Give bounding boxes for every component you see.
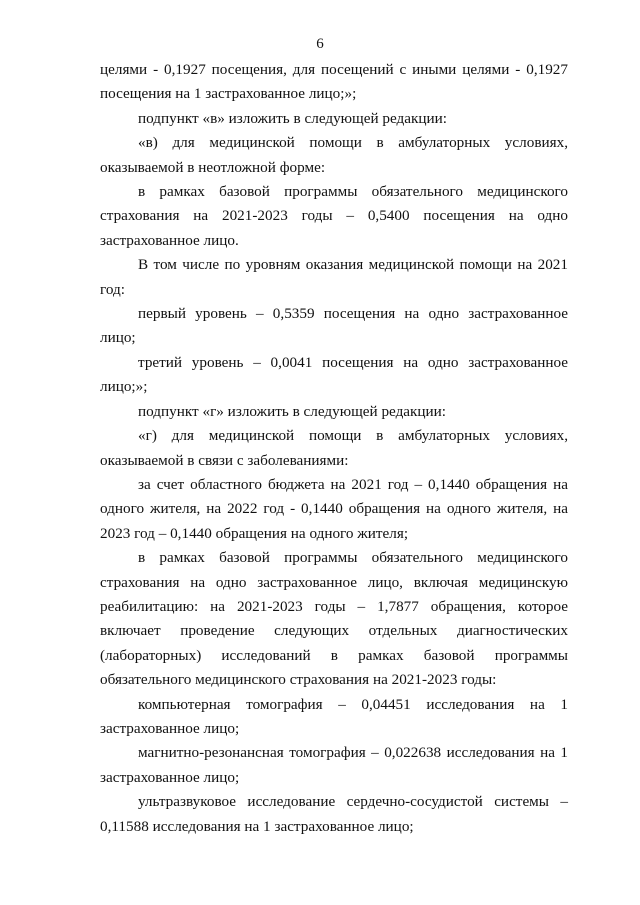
paragraph-continuation: целями - 0,1927 посещения, для посещений с иными целями - 0,1927 посещения на 1 застрахованное лицо;»; [100, 61, 568, 103]
paragraph-subpoint-v-intro: подпункт «в» изложить в следующей редакции: [138, 109, 447, 127]
paragraph-ct: компьютерная томография – 0,04451 исследования на 1 застрахованное лицо; [100, 695, 568, 737]
paragraph-level-first: первый уровень – 0,5359 посещения на одно застрахованное лицо; [100, 305, 568, 347]
paragraph-subpoint-v: «в) для медицинской помощи в амбулаторных условиях, оказываемой в неотложной форме: [100, 134, 568, 176]
paragraph-subpoint-g: «г) для медицинской помощи в амбулаторных условиях, оказываемой в связи с заболеваниями: [100, 427, 568, 469]
paragraph-regional-budget: за счет областного бюджета на 2021 год – 0,1440 обращения на одного жителя, на 2022 год - 0,1440 обращения на одного жителя, на 2023 год – 0,1440 обращения на одного жителя; [100, 475, 568, 542]
paragraph-mri: магнитно-резонансная томография – 0,022638 исследования на 1 застрахованное лицо; [100, 744, 568, 786]
page-number: 6 [316, 36, 324, 52]
paragraph-subpoint-g-intro: подпункт «г» изложить в следующей редакции: [138, 402, 447, 420]
paragraph-basic-program-visits: в рамках базовой программы обязательного медицинского страхования на 2021-2023 годы – 0,5400 посещения на одно застрахованное лицо. [100, 183, 568, 249]
document-body [100, 58, 568, 839]
paragraph-level-third: третий уровень – 0,0041 посещения на одно застрахованное лицо;»; [100, 353, 568, 396]
paragraph-basic-program-appeals: в рамках базовой программы обязательного медицинского страхования на одно застрахованное лицо, включая медицинскую реабилитацию: на 2021-2023 годы – 1,7877 обращения, которое включает проведение следующих отдельных диагностических (лабораторных) исследований в рамках базовой программы обязательного медицинского страхования на 2021-2023 годы: [100, 549, 568, 689]
paragraph-levels-intro: В том числе по уровням оказания медицинской помощи на 2021 год: [100, 256, 568, 298]
paragraph-ultrasound: ультразвуковое исследование сердечно-сосудистой системы – 0,11588 исследования на 1 застрахованное лицо; [100, 793, 568, 835]
